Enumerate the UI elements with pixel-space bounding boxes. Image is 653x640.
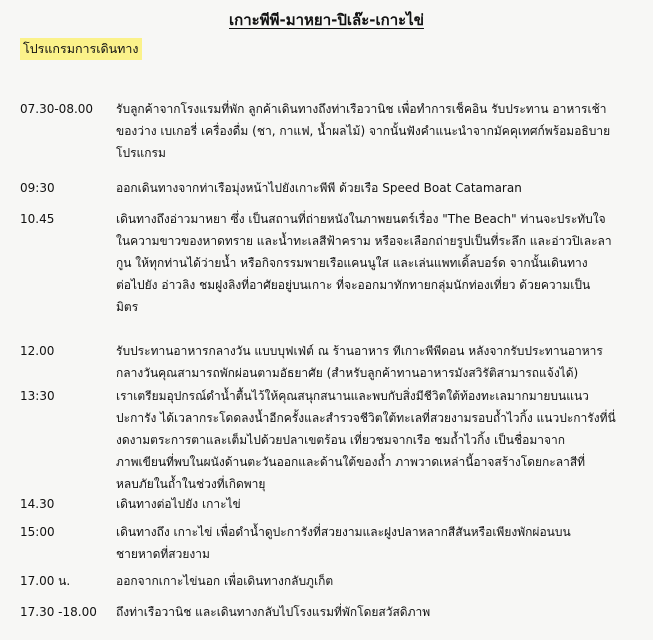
schedule-row: [20, 493, 650, 515]
schedule-description: [116, 340, 650, 384]
schedule-row: [20, 208, 650, 318]
description-line: หลบภัยในถ้ำในช่วงที่เกิดพายุ: [116, 477, 266, 491]
description-line: ในความขาวของหาดทราย และน้ำทะเลสีฟ้าคราม หรือจะเลือกถ่ายรูปเป็นที่ระลึก และอ่าวปิเละลา: [116, 234, 612, 248]
schedule-description: [116, 521, 650, 565]
program-heading: โปรแกรมการเดินทาง: [20, 38, 142, 60]
description-line: ภาพเขียนที่พบในผนังด้านตะวันออกและด้านใต้ของถ้ำ ภาพวาดเหล่านี้อาจสร้างโดยกะลาสีที่: [116, 455, 586, 469]
description-line: ออกจากเกาะไข่นอก เพื่อเดินทางกลับภูเก็ต: [116, 574, 334, 588]
description-line: เดินทางถึง เกาะไข่ เพื่อดำน้ำดูปะการังที่สวยงามและฝูงปลาหลากสีสันหรือเพียงพักผ่อนบน: [116, 525, 571, 539]
schedule-description: [116, 208, 650, 318]
schedule-description: [116, 177, 650, 199]
schedule-row: [20, 521, 650, 565]
description-line: โปรแกรม: [116, 146, 166, 160]
description-line: กลางวันคุณสามารถพักผ่อนตามอัธยาศัย (สำหรับลูกค้าทานอาหารมังสวิรัติสามารถแจ้งได้): [116, 366, 579, 380]
description-line: มิตร: [116, 300, 139, 314]
description-line: รับลูกค้าจากโรงแรมที่พัก ลูกค้าเดินทางถึงท่าเรือวานิช เพื่อทำการเช็คอิน รับประทาน อาหารเช้า: [116, 102, 607, 116]
description-line: ออกเดินทางจากท่าเรือมุ่งหน้าไปยังเกาะพีพี ด้วยเรือ Speed Boat Catamaran: [116, 181, 522, 195]
schedule-description: [116, 385, 650, 495]
description-line: กูน ให้ทุกท่านได้ว่ายน้ำ หรือกิจกรรมพายเรือแคนนูใส และเล่นแพทเดิ้ลบอร์ด จากนั้นเดินทาง: [116, 256, 588, 270]
document-title: เกาะพีพี-มาหยา-ปิเล๊ะ-เกาะไข่: [229, 11, 424, 29]
schedule-row: [20, 177, 650, 199]
schedule-row: [20, 98, 650, 164]
schedule-time: 15:00: [20, 525, 55, 539]
schedule-time: 10.45: [20, 212, 55, 226]
description-line: เดินทางถึงอ่าวมาหยา ซึ่ง เป็นสถานที่ถ่ายหนังในภาพยนตร์เรื่อง "The Beach" ท่านจะประทับใจ: [116, 212, 606, 226]
schedule-row: [20, 570, 650, 592]
schedule-time: 14.30: [20, 497, 55, 511]
schedule-time: 07.30-08.00: [20, 102, 94, 116]
schedule-time: 09:30: [20, 181, 55, 195]
description-line: ถึงท่าเรือวานิช และเดินทางกลับไปโรงแรมที่พักโดยสวัสดิภาพ: [116, 605, 431, 619]
schedule-time: 17.30 -18.00: [20, 605, 97, 619]
schedule-row: [20, 340, 650, 384]
description-line: งดงามตระการตาและเต็มไปด้วยปลาเขตร้อน เที่ยวชมจากเรือ ชมถ้ำไวกิ้ง เป็นชื่อมาจาก: [116, 433, 566, 447]
description-line: ของว่าง เบเกอรี่ เครื่องดื่ม (ชา, กาแฟ, น้ำผลไม้) จากนั้นฟังคำแนะนำจากมัคคุเทศก์พร้อมอธิบาย: [116, 124, 611, 138]
schedule-time: 13:30: [20, 389, 55, 403]
schedule-description: [116, 570, 650, 592]
description-line: เดินทางต่อไปยัง เกาะไข่: [116, 497, 241, 511]
description-line: เราเตรียมอุปกรณ์ดำน้ำตื้นไว้ให้คุณสนุกสนานและพบกับสิ่งมีชีวิตใต้ท้องทะเลมากมายบนแนว: [116, 389, 589, 403]
schedule-time: 12.00: [20, 344, 55, 358]
description-line: ชายหาดที่สวยงาม: [116, 547, 210, 561]
schedule-description: [116, 601, 650, 623]
schedule-row: [20, 601, 650, 623]
description-line: รับประทานอาหารกลางวัน แบบบุฟเฟ่ต์ ณ ร้านอาหาร ทีเกาะพีพีดอน หลังจากรับประทานอาหาร: [116, 344, 603, 358]
description-line: ปะการัง ได้เวลากระโดดลงน้ำอีกครั้งและสำรวจชีวิตใต้ทะเลที่สวยงามรอบถ้ำไวกิ้ง แนวปะการังที่นี่: [116, 411, 616, 425]
schedule-row: [20, 385, 650, 495]
description-line: ต่อไปยัง อ่าวลิง ชมฝูงลิงที่อาศัยอยู่บนเกาะ ที่จะออกมาทักทายกลุ่มนักท่องเที่ยว ด้วยความเป็น: [116, 278, 591, 292]
schedule-time: 17.00 น.: [20, 574, 71, 588]
schedule-description: [116, 98, 650, 164]
schedule-description: [116, 493, 650, 515]
